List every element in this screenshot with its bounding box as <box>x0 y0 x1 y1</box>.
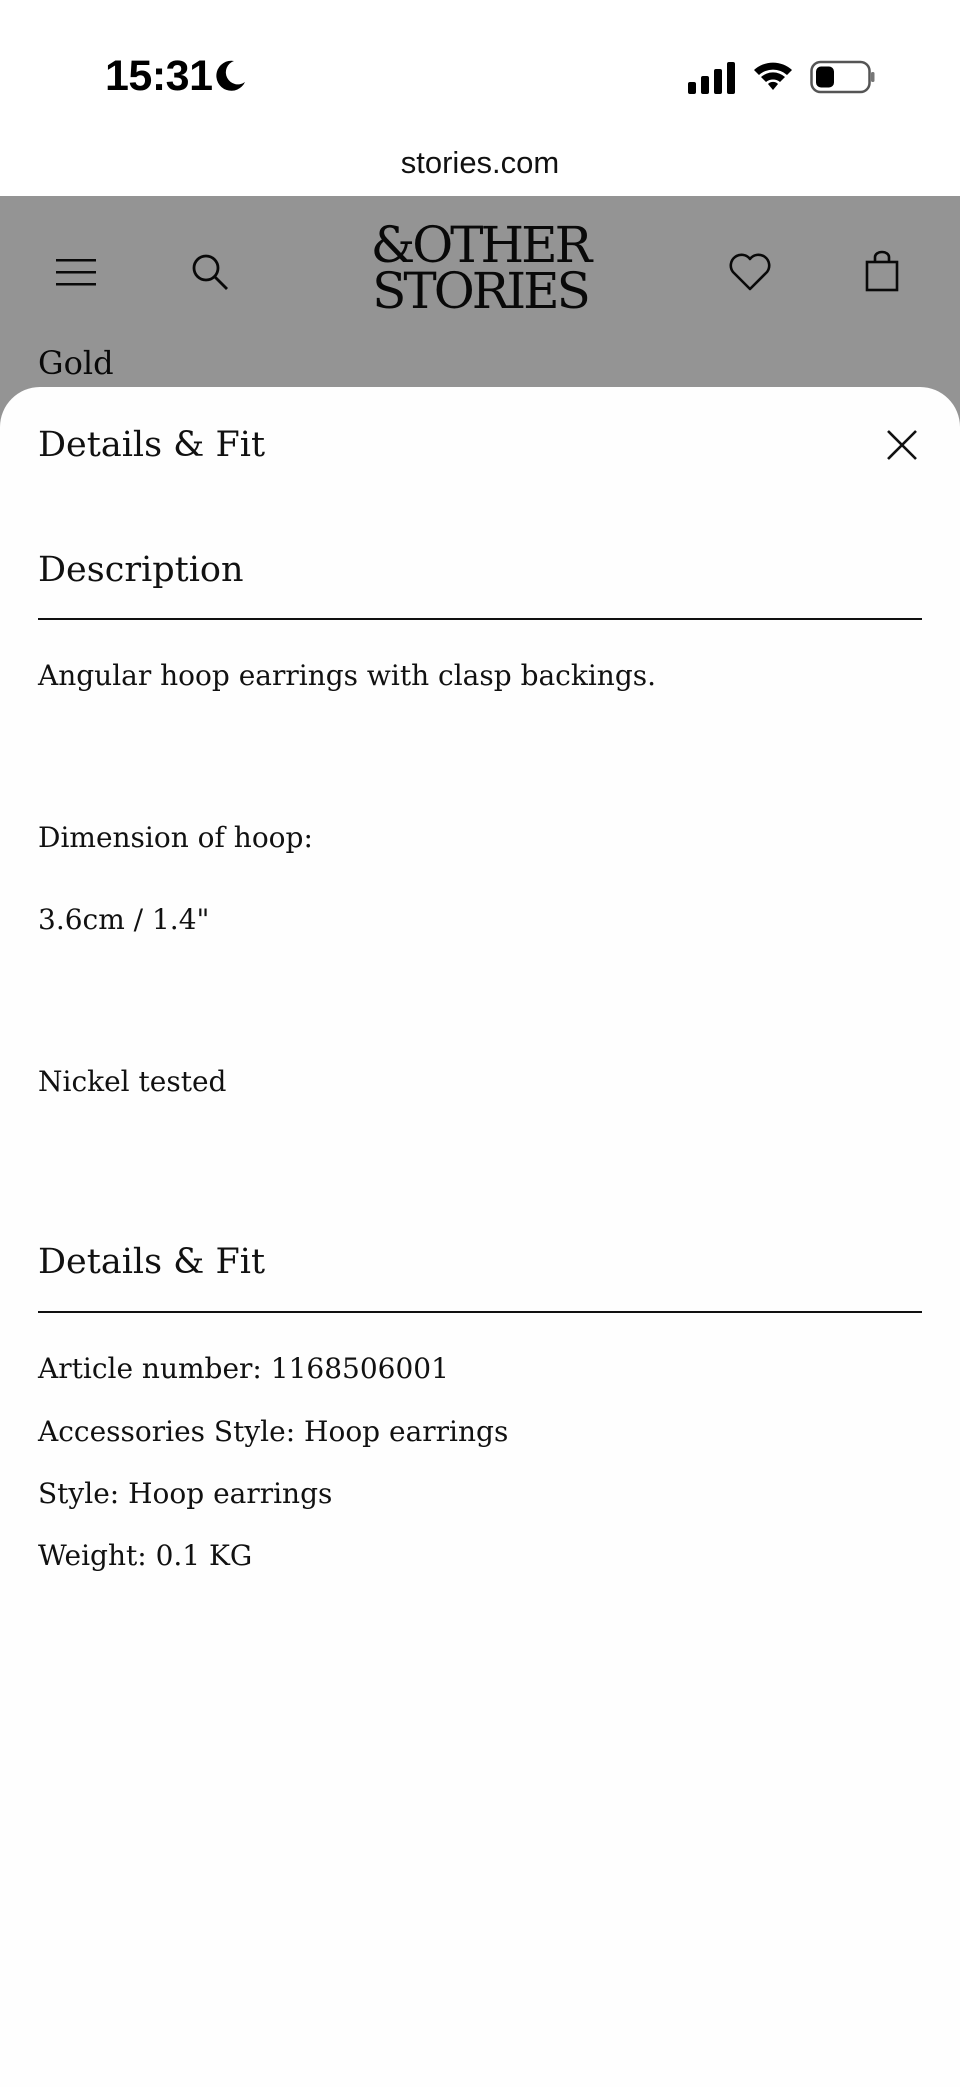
dimension-value: 3.6cm / 1.4" <box>38 903 210 936</box>
article-number: Article number: 1168506001 <box>38 1352 449 1385</box>
wifi-icon <box>752 58 794 94</box>
sheet-title: Details & Fit <box>38 425 266 465</box>
weight: Weight: 0.1 KG <box>38 1539 253 1572</box>
url-text: stories.com <box>400 145 560 180</box>
moon-icon <box>212 58 248 94</box>
logo-line-1: &OTHER <box>370 216 590 274</box>
browser-url-bar[interactable] <box>0 140 960 196</box>
status-bar <box>0 0 960 140</box>
details-divider <box>38 1311 922 1313</box>
accessories-style: Accessories Style: Hoop earrings <box>38 1415 509 1448</box>
battery-icon <box>810 60 876 94</box>
description-heading: Description <box>38 550 244 590</box>
color-label: Gold <box>38 344 114 382</box>
close-icon[interactable] <box>884 427 920 463</box>
cellular-signal-icon <box>688 62 736 94</box>
logo-line-2: STORIES <box>372 262 588 320</box>
details-fit-sheet <box>0 387 960 2087</box>
details-fit-heading: Details & Fit <box>38 1242 266 1282</box>
style: Style: Hoop earrings <box>38 1477 333 1510</box>
description-summary: Angular hoop earrings with clasp backings. <box>38 659 657 692</box>
dimension-label: Dimension of hoop: <box>38 821 313 854</box>
nickel-tested: Nickel tested <box>38 1065 227 1098</box>
description-divider <box>38 618 922 620</box>
status-time: 15:31 <box>105 52 213 100</box>
